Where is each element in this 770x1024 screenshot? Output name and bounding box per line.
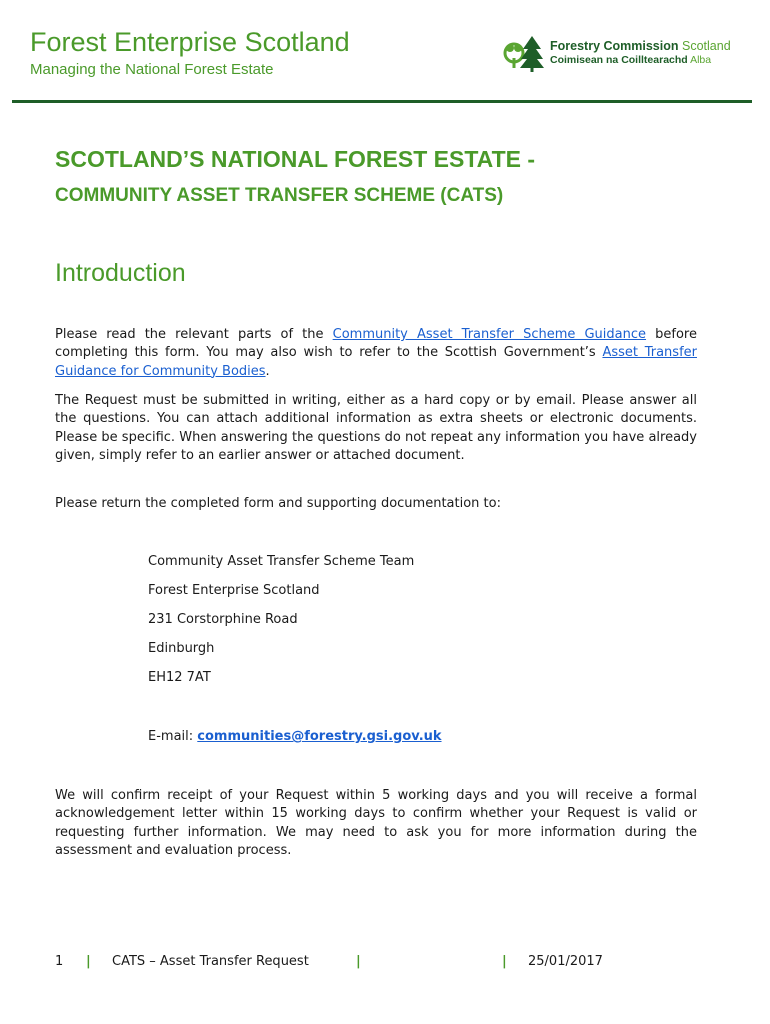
address-line-1: Community Asset Transfer Scheme Team — [148, 554, 415, 569]
asset-transfer-guidance-link[interactable]: Asset Transfer Guidance for Community Bodies — [55, 345, 697, 379]
intro-text: . — [265, 363, 270, 379]
intro-text: Please read the relevant parts of the — [55, 327, 333, 342]
footer-separator: | — [86, 954, 91, 969]
partner-gaelic-name: Coimisean na Coilltearachd — [550, 54, 688, 66]
document-title: SCOTLAND’S NATIONAL FOREST ESTATE - — [55, 146, 536, 172]
footer-date: 25/01/2017 — [528, 954, 603, 969]
tree-logo-icon — [500, 33, 548, 73]
intro-paragraph-1 — [55, 326, 697, 381]
partner-name-block — [550, 39, 731, 67]
intro-paragraph-3: Please return the completed form and supporting documentation to: — [55, 496, 501, 511]
footer-separator: | — [356, 954, 361, 969]
email-line — [148, 728, 442, 746]
org-title: Forest Enterprise Scotland — [30, 27, 350, 57]
header-divider — [12, 100, 752, 103]
confirmation-paragraph: We will confirm receipt of your Request within 5 working days and you will receive a formal acknowledgement letter within 15 working days to confirm whether your Request is valid or requesting further information. We may need to ask you for more information during the assessment and evaluation process. — [55, 788, 697, 858]
org-branding — [30, 26, 350, 80]
intro-text: before completing this form. You may also wish to refer to the Scottish Government’s — [55, 327, 697, 361]
cats-guidance-link[interactable]: Community Asset Transfer Scheme Guidance — [332, 327, 647, 342]
partner-gaelic-region: Alba — [690, 54, 712, 66]
page-number: 1 — [55, 954, 64, 969]
email-label: E-mail: — [148, 729, 198, 744]
section-heading-introduction: Introduction — [55, 259, 186, 287]
address-line-5: EH12 7AT — [148, 670, 211, 685]
intro-paragraph-2: The Request must be submitted in writing, either as a hard copy or by email. Please answer all the questions. You can attach additional information as extra sheets or electronic documents. Please be specific. When answering the questions do not repeat any information you have already given, simply refer to an earlier answer or attached document. — [55, 393, 697, 463]
page-header — [0, 0, 770, 104]
address-line-3: 231 Corstorphine Road — [148, 612, 298, 627]
address-line-4: Edinburgh — [148, 641, 215, 656]
partner-region: Scotland — [682, 39, 731, 53]
partner-branding — [500, 33, 731, 73]
partner-name: Forestry Commission — [550, 39, 679, 53]
email-link[interactable]: communities@forestry.gsi.gov.uk — [197, 729, 442, 744]
org-subtitle: Managing the National Forest Estate — [30, 61, 274, 78]
page-footer — [55, 954, 655, 974]
address-line-2: Forest Enterprise Scotland — [148, 583, 320, 598]
document-subtitle: COMMUNITY ASSET TRANSFER SCHEME (CATS) — [55, 185, 504, 206]
footer-separator: | — [502, 954, 507, 969]
footer-doc-title: CATS – Asset Transfer Request — [112, 954, 309, 969]
